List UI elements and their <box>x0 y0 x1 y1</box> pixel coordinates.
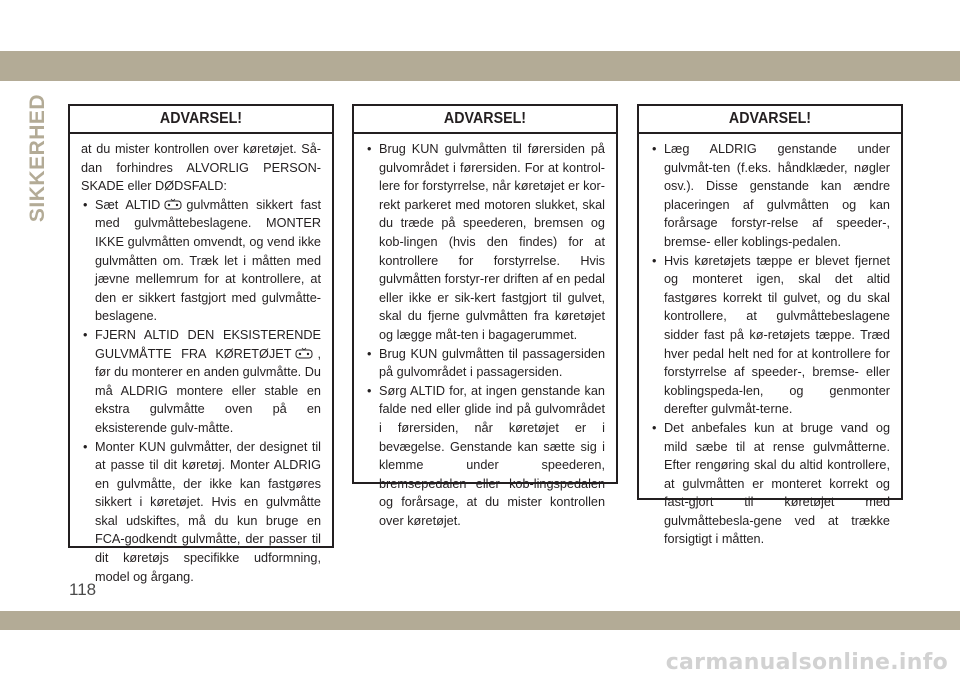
list-item: • Sørg ALTID for, at ingen genstande kan falde ned eller glide ind på gulvområdet i førersiden, når køretøjet er i bevægelse. Genstande kan sætte sig i klemme under speederen, bremsepedalen eller kob-lingspedalen og forårsage, at du mister kontrollen over køretøjet. <box>365 382 605 531</box>
warning-heading: ADVARSEL! <box>159 110 243 127</box>
list-item: • Monter KUN gulvmåtter, der designet til at passe til dit køretøj. Monter ALDRIG en gulvmåtte, der ikke kan fastgøres sikkert i køretøjet. Hvis en gulvmåtte skal udskiftes, må du kun bruge en FCA-godkendt gulvmåtte, der passer til dit køretøjs specifikke udformning, model og årgang. <box>81 438 321 587</box>
floor-mat-icon <box>164 198 182 211</box>
list-item: • Læg ALDRIG genstande under gulvmåt-ten (f.eks. håndklæder, nøgler osv.). Disse genstande kan ændre placeringen af gulvmåtten og kan forårsage forstyr-relse af speeder-, bremse- eller koblings-pedalen. <box>650 140 890 252</box>
list-item-text: , før du monterer en anden gulvmåtte. Du må ALDRIG montere eller stable en ekstra gulvmåtte oven på en eksisterende gulv-måtte. <box>95 346 321 435</box>
warning-body <box>354 134 616 538</box>
footer-bar <box>0 611 960 630</box>
list-item <box>81 196 321 326</box>
list-item: • Brug KUN gulvmåtten til passagersiden på gulvområdet i passagersiden. <box>365 345 605 382</box>
warning-box-1 <box>68 104 334 584</box>
list-item: • Brug KUN gulvmåtten til førersiden på gulvområdet i førersiden. For at kontrol-lere for forstyrrelse, når køretøjet er kor-rekt parkeret med motoren slukket, skal du træde på speederen, bremsen og kob-lingen (hvis den findes) for at kontrollere for forstyrrelse. Hvis gulvmåtten forstyr-rer driften af en pedal eller ikke er sik-kert fastgjort til gulvet, skal du fjerne gulvmåtten fra køretøjet og lægge måt-ten i bagagerummet. <box>365 140 605 345</box>
warning-box-2 <box>352 104 618 528</box>
warning-body <box>639 134 901 557</box>
list-item-text: FJERN ALTID DEN EKSISTERENDE GULVMÅTTE FRA KØRETØJET <box>95 327 321 361</box>
section-label-text: SIKKERHED <box>26 93 49 223</box>
header-bar <box>0 51 960 81</box>
list-item: • Hvis køretøjets tæppe er blevet fjernet og monteret igen, skal det altid fastgøres korrekt til gulvet, og du skal kontrollere, at gulvmåttebeslagene sidder fast på kø-retøjets tæppe. Træd hver pedal helt ned for at kontrollere for forstyrrelse af speeder-, bremse- eller koblingspeda-len, og genmonter derefter gulvmåt-terne. <box>650 252 890 419</box>
warning-heading: ADVARSEL! <box>728 110 812 127</box>
warning-box-3 <box>637 104 903 547</box>
warning-heading: ADVARSEL! <box>443 110 527 127</box>
watermark: carmanualsonline.info <box>665 650 948 675</box>
list-item-text: Sæt ALTID <box>95 197 161 212</box>
section-label <box>26 93 50 223</box>
warning-intro: at du mister kontrollen over køretøjet. Så-dan forhindres ALVORLIG PERSON-SKADE eller DØDSFALD: <box>81 142 321 194</box>
floor-mat-icon <box>295 347 313 360</box>
list-item-text: gulvmåtten sikkert fast med gulvmåttebeslagene. MONTER IKKE gulvmåtten omvendt, og vend ikke gulvmåtten om. Træk let i måtten med jævne mellemrum for at kontrollere, at den er sikkert fastgjort med gulvmåtte-beslagene. <box>95 197 322 324</box>
list-item <box>81 326 321 438</box>
list-item: • Det anbefales kun at bruge vand og mild sæbe til at rense gulvmåtterne. Efter rengøring skal du altid kontrollere, at gulvmåtten er monteret korrekt og fast-gjort til køretøjet med gulvmåttebesla-gene ved at trække forsigtigt i måtten. <box>650 419 890 549</box>
page-number: 118 <box>69 580 97 599</box>
warning-body <box>70 134 332 594</box>
header-band <box>0 0 960 80</box>
